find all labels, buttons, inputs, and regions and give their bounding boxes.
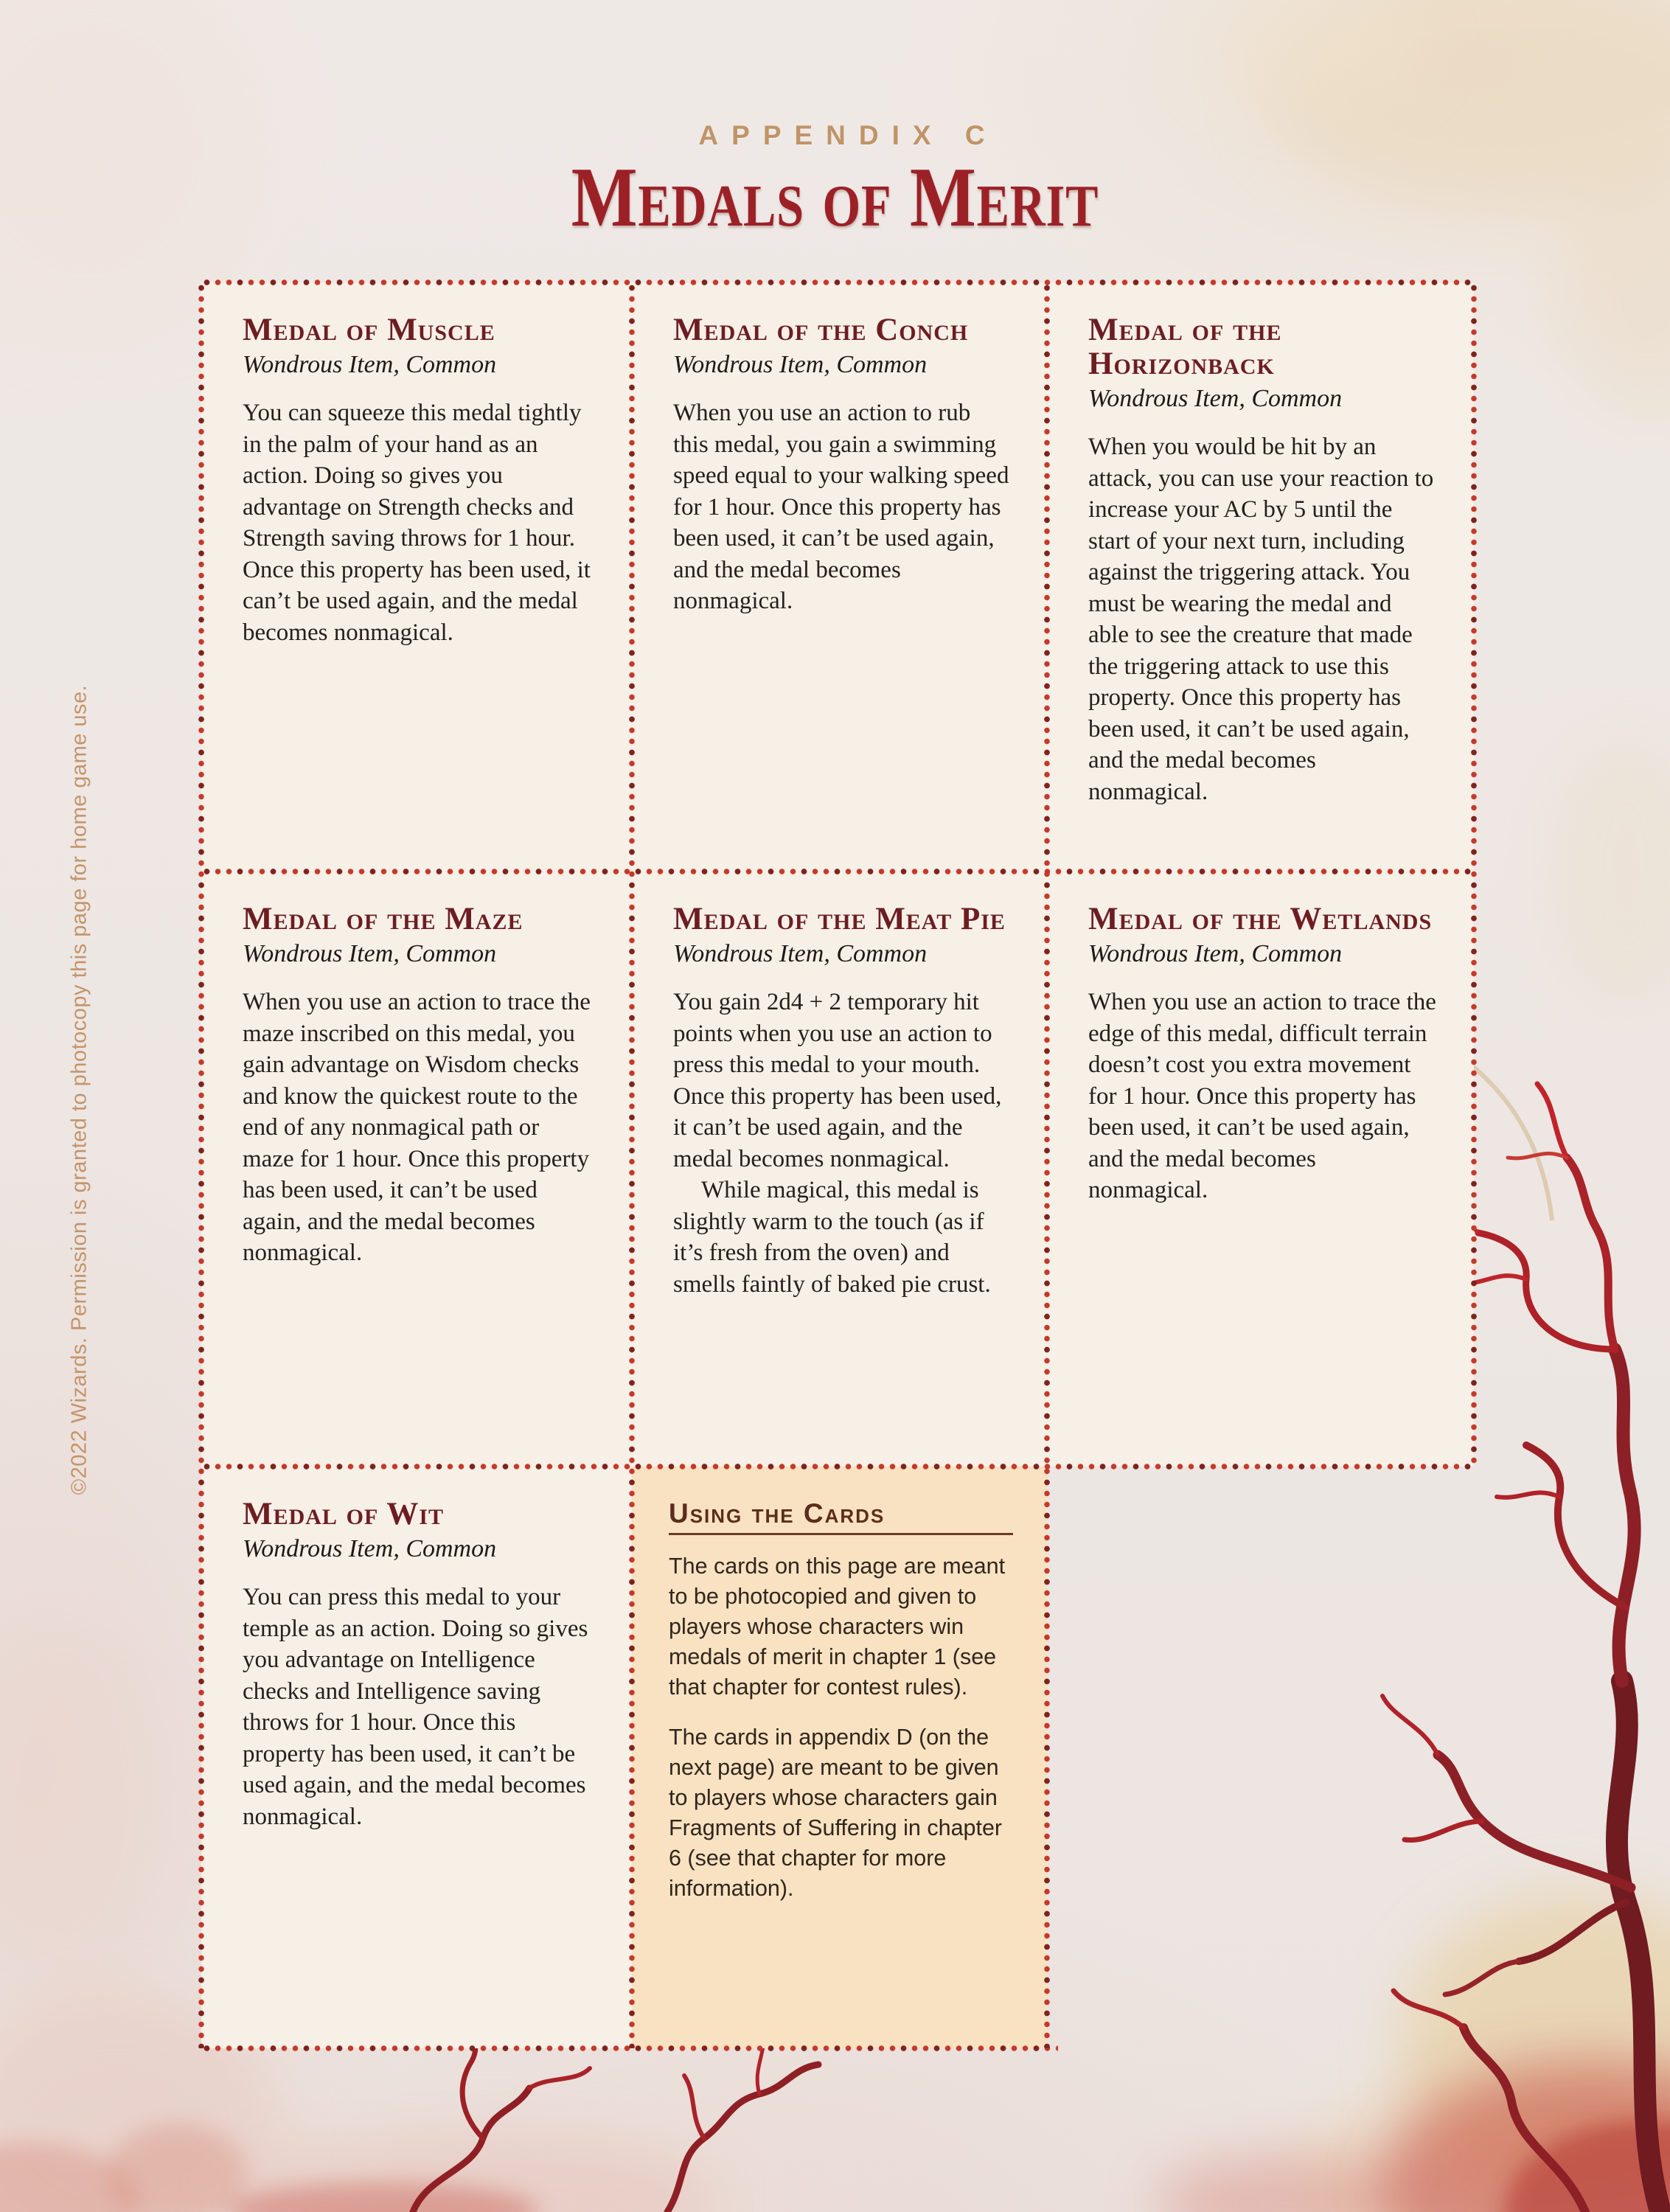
card-text: When you use an action to trace the edge of this medal, difficult terrain doesn’t cost you extra movement for 1 hour. Once this property has been used, it can’t be used again, and the medal becomes nonmagical. <box>1088 989 1436 1203</box>
card-medal-of-the-maze <box>201 872 632 1467</box>
card-text: You gain 2d4 + 2 temporary hit points when you use an action to press this medal to your mouth. Once this property has been used, it can’t be used again, and the medal becomes nonmagical. <box>673 989 1002 1172</box>
appendix-label: APPENDIX C <box>698 120 998 150</box>
card-text: When you use an action to trace the maze inscribed on this medal, you gain advantage on Wisdom checks and know the quickest route to the end of any nonmagical path or maze for 1 hour. Once this property has been used, it can’t be used again, and the medal becomes nonmagical. <box>243 989 591 1266</box>
card-title: Medal of Wit <box>243 1497 445 1531</box>
card-title: Medal of Muscle <box>243 313 495 347</box>
using-the-cards-text: The cards in appendix D (on the next page) are meant to be given to players whose characters gain Fragments of Suffering in chapter 6 (see that chapter for more information). <box>669 1725 1003 1901</box>
card-title: Medal of the Conch <box>673 313 969 347</box>
dotted-border-col1 <box>628 282 636 2048</box>
card-title: Medal of the Horizonback <box>1088 313 1282 381</box>
dotted-border-row1 <box>201 868 1474 875</box>
card-medal-of-the-conch <box>632 282 1047 872</box>
card-subtitle: Wondrous Item, Common <box>243 940 497 967</box>
page-title: Medals of Merit <box>571 150 1099 245</box>
card-text: When you would be hit by an attack, you can use your reaction to increase your AC by 5 until the start of your next turn, including against the triggering attack. You must be wearing the medal and able to see the creature that made the triggering attack to use this property. Once this property has been used, it can’t be used again, and the medal becomes nonmagical. <box>1088 434 1434 805</box>
dotted-border-col2 <box>1043 282 1051 2048</box>
using-the-cards-title: Using the Cards <box>669 1498 886 1528</box>
card-medal-of-the-horizonback <box>1047 282 1474 872</box>
card-medal-of-wit <box>201 1467 632 2048</box>
cards-grid <box>201 282 1474 2048</box>
card-medal-of-the-meat-pie <box>632 872 1047 1467</box>
card-text: When you use an action to rub this medal, you gain a swimming speed equal to your walking speed for 1 hour. Once this property has been used, it can’t be used again, and the medal becomes nonmagical. <box>673 400 1009 614</box>
dotted-border-row2 <box>201 1463 1474 1470</box>
card-subtitle: Wondrous Item, Common <box>1088 385 1343 412</box>
card-subtitle: Wondrous Item, Common <box>243 1535 497 1562</box>
card-text: You can press this medal to your temple as an action. Doing so gives you advantage on Intelligence checks and Intelligence saving throws for 1 hour. Once this property has been used, it can’t be used again, and the medal becomes nonmagical. <box>243 1584 588 1830</box>
using-the-cards-text: The cards on this page are meant to be photocopied and given to players whose characters win medals of merit in chapter 1 (see that chapter for contest rules). <box>669 1554 1006 1700</box>
dotted-border-right <box>1470 282 1478 1467</box>
dotted-border-top <box>201 279 1474 286</box>
heading-rule <box>669 1533 1013 1535</box>
using-the-cards-box <box>632 1467 1047 2048</box>
card-title: Medal of the Meat Pie <box>673 902 1006 936</box>
card-text: You can squeeze this medal tightly in the palm of your hand as an action. Doing so gives you advantage on Strength checks and Strength saving throws for 1 hour. Once this property has been used, it can’t be used again, and the medal becomes nonmagical. <box>243 400 591 646</box>
copyright-vertical-text: ©2022 Wizards. Permission is granted to photocopy this page for home game use. <box>67 684 91 1495</box>
card-medal-of-the-wetlands <box>1047 872 1474 1467</box>
card-subtitle: Wondrous Item, Common <box>243 351 497 378</box>
card-text: While magical, this medal is slightly warm to the touch (as if it’s fresh from the oven) and smells faintly of baked pie crust. <box>673 1177 991 1298</box>
card-title: Medal of the Maze <box>243 902 523 936</box>
card-medal-of-muscle <box>201 282 632 872</box>
card-subtitle: Wondrous Item, Common <box>1088 940 1343 967</box>
dotted-border-left <box>198 282 205 2048</box>
card-subtitle: Wondrous Item, Common <box>673 940 928 967</box>
card-title: Medal of the Wetlands <box>1088 902 1433 936</box>
card-subtitle: Wondrous Item, Common <box>673 351 928 378</box>
